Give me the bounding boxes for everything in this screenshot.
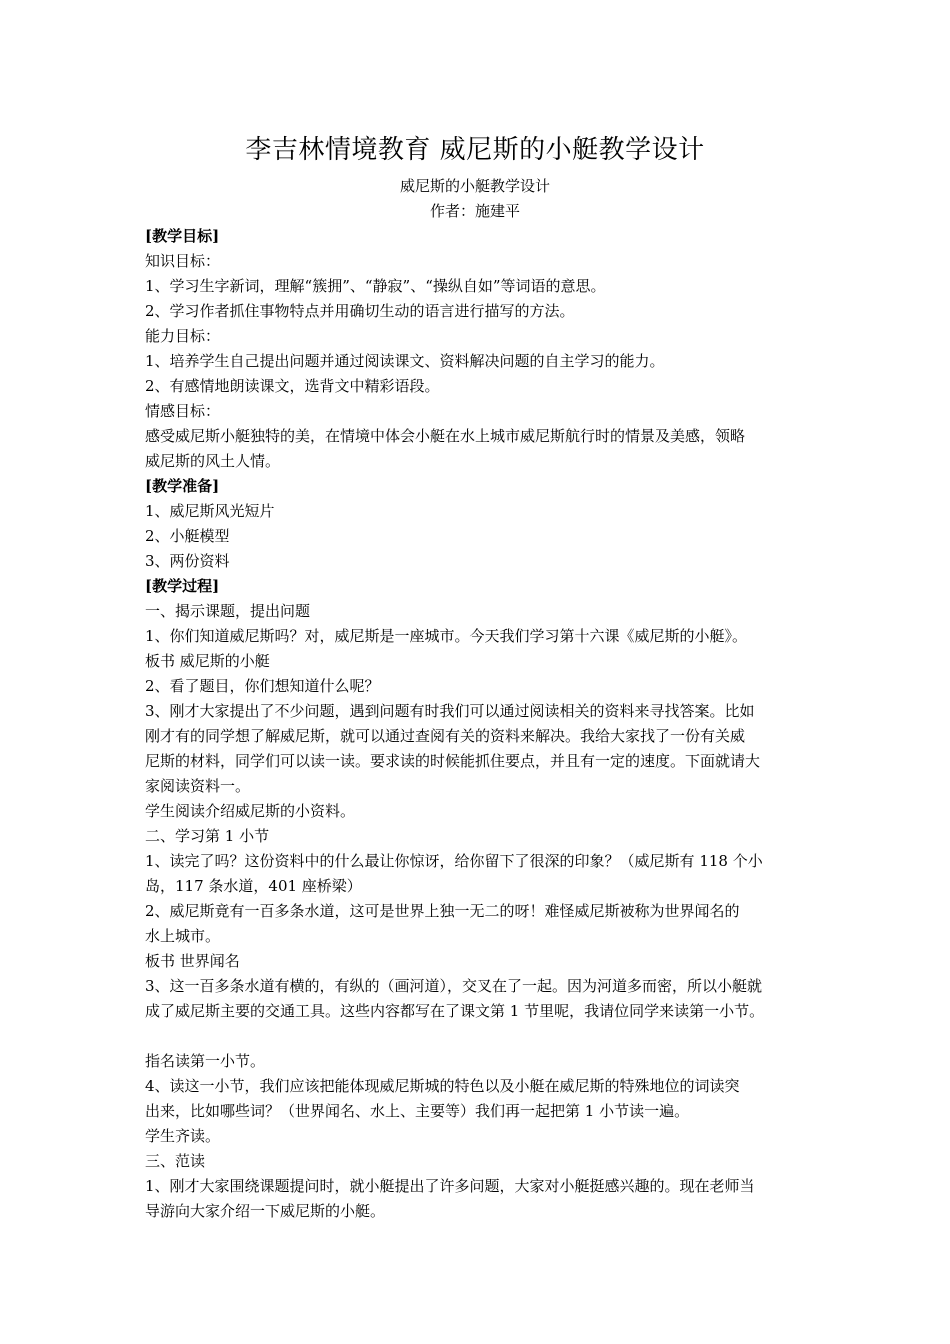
document-author: 作者：施建平 (429, 202, 520, 220)
text-line: 感受威尼斯小艇独特的美，在情境中体会小艇在水上城市威尼斯航行时的情景及美感，领略 (145, 427, 746, 445)
text-line: 知识目标： (145, 252, 221, 270)
text-line: 情感目标： (145, 402, 221, 420)
document-subtitle: 威尼斯的小艇教学设计 (399, 177, 550, 195)
text-line: 1、你们知道威尼斯吗？对，威尼斯是一座城市。今天我们学习第十六课《威尼斯的小艇》。 (145, 627, 748, 645)
text-line: 1、培养学生自己提出问题并通过阅读课文、资料解决问题的自主学习的能力。 (145, 352, 665, 370)
text-line: 成了威尼斯主要的交通工具。这些内容都写在了课文第 1 节里呢，我请位同学来读第一小节。 (145, 1002, 765, 1020)
text-line: 一、揭示课题，提出问题 (145, 602, 311, 620)
text-line: 三、范读 (145, 1152, 206, 1170)
section-heading: [教学准备] (145, 477, 220, 495)
text-line: 导游向大家介绍一下威尼斯的小艇。 (145, 1202, 386, 1220)
section-heading: [教学过程] (145, 577, 220, 595)
text-line: 能力目标： (145, 327, 221, 345)
text-line: 二、学习第 1 小节 (145, 827, 270, 845)
text-line: 3、刚才大家提出了不少问题，遇到问题有时我们可以通过阅读相关的资料来寻找答案。比如 (145, 702, 755, 720)
text-line: 学生阅读介绍威尼斯的小资料。 (145, 802, 356, 820)
text-line: 板书 世界闻名 (145, 952, 240, 970)
text-line: 板书 威尼斯的小艇 (145, 652, 270, 670)
text-line: 家阅读资料一。 (145, 777, 251, 795)
text-line: 1、威尼斯风光短片 (145, 502, 275, 520)
text-line: 3、这一百多条水道有横的，有纵的（画河道），交叉在了一起。因为河道多而密，所以小艇就 (145, 977, 763, 995)
text-line: 1、读完了吗？这份资料中的什么最让你惊讶，给你留下了很深的印象？（威尼斯有 118 个小 (145, 852, 763, 870)
text-line: 刚才有的同学想了解威尼斯，就可以通过查阅有关的资料来解决。我给大家找了一份有关威 (145, 727, 746, 745)
blank-line (145, 1024, 813, 1049)
text-line: 出来，比如哪些词？（世界闻名、水上、主要等）我们再一起把第 1 小节读一遍。 (145, 1102, 690, 1120)
text-line: 1、刚才大家围绕课题提问时，就小艇提出了许多问题，大家对小艇挺感兴趣的。现在老师当 (145, 1177, 755, 1195)
text-line: 2、威尼斯竟有一百多条水道，这可是世界上独一无二的呀！难怪威尼斯被称为世界闻名的 (145, 902, 740, 920)
text-line: 2、小艇模型 (145, 527, 230, 545)
text-line: 岛，117 条水道，401 座桥梁） (145, 877, 362, 895)
text-line: 水上城市。 (145, 927, 221, 945)
text-line: 4、读这一小节，我们应该把能体现威尼斯城的特色以及小艇在威尼斯的特殊地位的词读突 (145, 1077, 740, 1095)
text-line: 3、两份资料 (145, 552, 230, 570)
section-heading: [教学目标] (145, 227, 220, 245)
text-line: 指名读第一小节。 (145, 1052, 266, 1070)
text-line: 尼斯的材料，同学们可以读一读。要求读的时候能抓住要点，并且有一定的速度。下面就请大 (145, 752, 761, 770)
text-line: 2、有感情地朗读课文，选背文中精彩语段。 (145, 377, 440, 395)
text-line: 2、学习作者抓住事物特点并用确切生动的语言进行描写的方法。 (145, 302, 575, 320)
text-line: 1、学习生字新词，理解“簇拥”、“静寂”、“操纵自如”等词语的意思。 (145, 277, 606, 295)
text-line: 学生齐读。 (145, 1127, 221, 1145)
document-body (145, 224, 813, 1224)
text-line: 威尼斯的风土人情。 (145, 452, 281, 470)
text-line: 2、看了题目，你们想知道什么呢？ (145, 677, 380, 695)
document-title: 李吉林情境教育 威尼斯的小艇教学设计 (245, 135, 705, 165)
